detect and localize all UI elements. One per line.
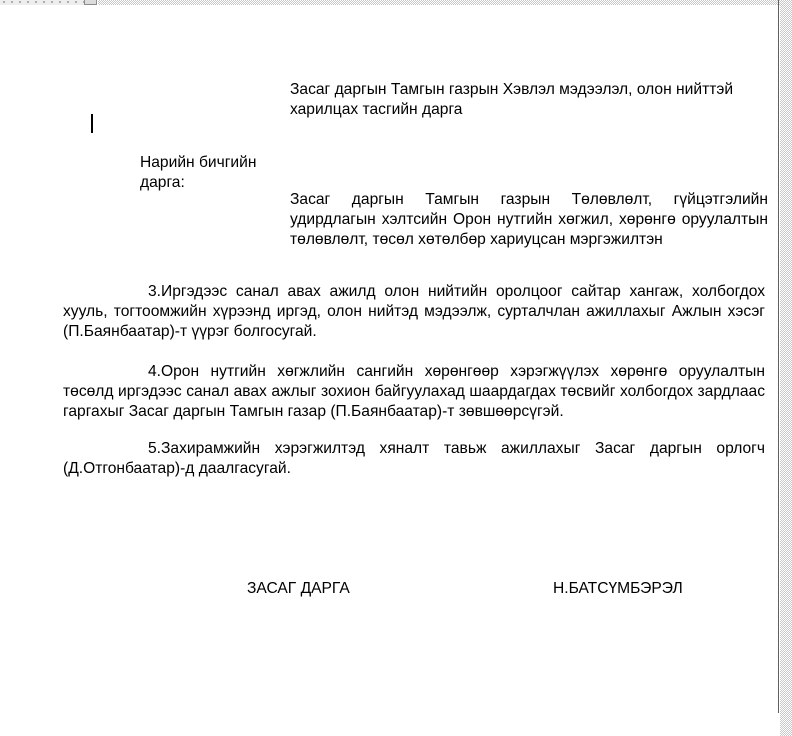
outside-page-area-top <box>98 0 792 5</box>
outside-page-area-right <box>780 0 792 736</box>
secretary-label: Нарийн бичгийн дарга: <box>140 154 257 191</box>
indent-marker-icon[interactable] <box>84 0 97 5</box>
paragraph-4: 4.Орон нутгийн хөгжлийн сангийн хөрөнгөөр хэрэгжүүлэх хөрөнгө оруулалтын төсөлд иргэдээс санал авах ажлыг зохион байгуулахад шаардагдах төсвийг холбогдох зардлаас гаргахыг Засаг даргын Тамгын газар (П.Баянбаатар)-т зөвшөөрсүгэй. <box>63 363 765 420</box>
paragraph-5: 5.Захирамжийн хэрэгжилтэд хяналт тавьж ажиллахыг Засаг даргын орлогч (Д.Отгонбаатар)-д даалгасугай. <box>63 440 765 477</box>
press-officer-title-block: Засаг даргын Тамгын газрын Хэвлэл мэдээлэл, олон нийттэй харилцах тасгийн дарга <box>290 81 734 118</box>
specialist-title-block: Засаг даргын Тамгын газрын Төлөвлөлт, гүйцэтгэлийн удирдлагын хэлтсийн Орон нутгийн хөгжил, хөрөнгө оруулалтын төлөвлөлт, төсөл хөтөлбөр хариуцсан мэргэжилтэн <box>290 191 768 248</box>
page-edge-line <box>778 0 779 713</box>
text-cursor-caret <box>91 114 93 133</box>
signature-title: ЗАСАГ ДАРГА <box>247 580 350 597</box>
signature-name: Н.БАТСҮМБЭРЭЛ <box>553 580 683 597</box>
paragraph-3: 3.Иргэдээс санал авах ажилд олон нийтийн оролцоог сайтар хангаж, холбогдох хууль, тогтоомжийн хүрээнд иргэд, олон нийтэд мэдээлж, сурталчлан ажиллахыг Ажлын хэсэг (П.Баянбаатар)-т үүрэг болгосугай. <box>63 283 765 340</box>
ruler-strip <box>0 0 84 5</box>
